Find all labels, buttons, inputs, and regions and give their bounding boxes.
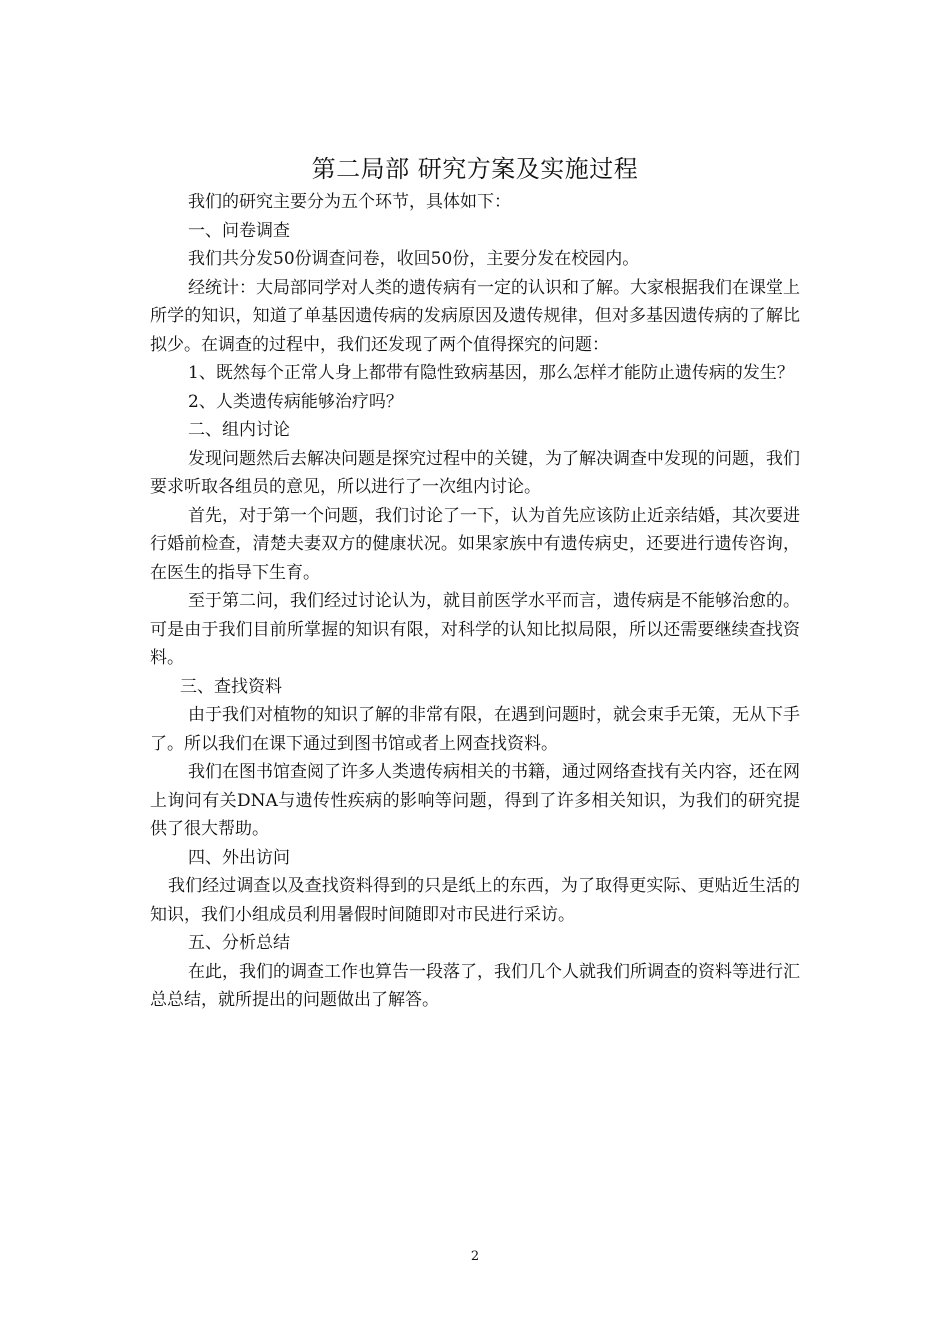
- paragraph: 我们共分发50份调查问卷，收回50份，主要分发在校园内。: [188, 249, 640, 269]
- paragraph: 经统计：大局部同学对人类的遗传病有一定的认识和了解。大家根据我们在课堂上所学的知识，知道了单基因遗传病的发病原因及遗传规律，但对多基因遗传病的了解比拟少。在调查的过程中，我们还发现了两个值得探究的问题：: [150, 277, 800, 355]
- paragraph: 在此，我们的调查工作也算告一段落了，我们几个人就我们所调查的资料等进行汇总总结，就所提出的问题做出了解答。: [150, 961, 800, 1010]
- intro-paragraph: 我们的研究主要分为五个环节，具体如下：: [188, 192, 511, 212]
- paragraph: 首先，对于第一个问题，我们讨论了一下，认为首先应该防止近亲结婚，其次要进行婚前检查，清楚夫妻双方的健康状况。如果家族中有遗传病史，还要进行遗传咨询，在医生的指导下生育。: [150, 505, 800, 583]
- question-item-2: 2、人类遗传病能够治疗吗？: [188, 391, 403, 412]
- body-text: [150, 188, 800, 1015]
- section-heading-summary: 五、分析总结: [188, 933, 290, 953]
- section-heading-research: 三、查找资料: [180, 676, 282, 697]
- paragraph: 我们经过调查以及查找资料得到的只是纸上的东西，为了取得更实际、更贴近生活的知识，我们小组成员利用暑假时间随即对市民进行采访。: [150, 876, 800, 925]
- page-title: 第二局部 研究方案及实施过程: [311, 155, 639, 183]
- question-item-1: 1、既然每个正常人身上都带有隐性致病基因，那么怎样才能防止遗传病的发生？: [188, 363, 794, 383]
- paragraph: 至于第二问，我们经过讨论认为，就目前医学水平而言，遗传病是不能够治愈的。可是由于我们目前所掌握的知识有限，对科学的认知比拟局限，所以还需要继续查找资料。: [150, 591, 800, 668]
- section-heading-survey: 一、问卷调查: [188, 220, 290, 241]
- paragraph: 由于我们对植物的知识了解的非常有限，在遇到问题时，就会束手无策，无从下手了。所以我们在课下通过到图书馆或者上网查找资料。: [150, 705, 800, 754]
- section-heading-interview: 四、外出访问: [188, 847, 290, 868]
- paragraph: 我们在图书馆查阅了许多人类遗传病相关的书籍，通过网络查找有关内容，还在网上询问有关DNA与遗传性疾病的影响等问题，得到了许多相关知识，为我们的研究提供了很大帮助。: [150, 762, 800, 839]
- paragraph: 发现问题然后去解决问题是探究过程中的关键，为了解决调查中发现的问题，我们要求听取各组员的意见，所以进行了一次组内讨论。: [150, 448, 800, 497]
- section-heading-discussion: 二、组内讨论: [188, 420, 290, 440]
- page-number: 2: [470, 1249, 480, 1264]
